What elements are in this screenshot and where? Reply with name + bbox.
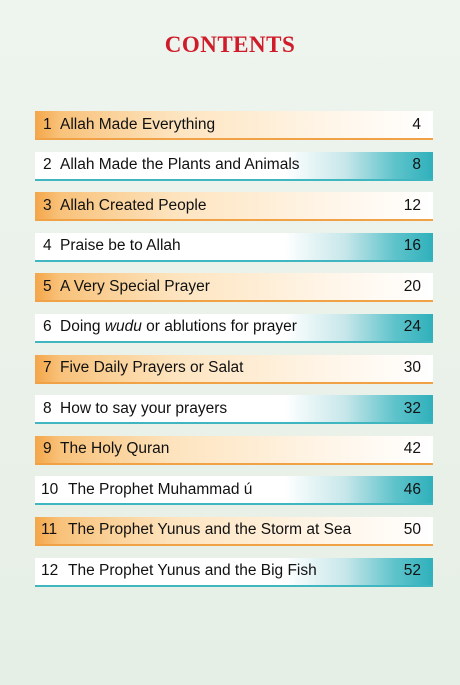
toc-entry-7[interactable] [35,355,433,384]
toc-entry-page: 8 [412,156,421,174]
toc-entry-title: The Prophet Yunus and the Big Fish [68,562,317,580]
toc-entry-number: 1 [43,115,52,133]
toc-entry-number: 6 [43,318,52,336]
toc-entry-page: 4 [412,115,421,133]
toc-entry-page: 32 [403,399,421,417]
toc-entry-10[interactable] [35,476,433,505]
toc-entry-page: 50 [403,521,421,539]
toc-entry-number: 4 [43,237,52,255]
toc-entry-4[interactable] [35,233,433,262]
toc-entry-page: 12 [403,196,421,214]
toc-entry-page: 52 [403,562,421,580]
toc-entry-title: A Very Special Prayer [60,277,210,295]
toc-entry-page: 46 [403,480,421,498]
toc-entry-number: 2 [43,156,52,174]
toc-entry-title-suffix: or ablutions for prayer [141,318,297,336]
page-title: CONTENTS [164,32,296,57]
toc-entry-number: 9 [43,440,52,458]
toc-entry-title-italic: wudu [104,318,142,336]
table-of-contents [35,111,433,598]
toc-entry-title: Allah Created People [60,196,207,214]
toc-entry-title-prefix: Doing [60,318,105,336]
toc-entry-8[interactable] [35,395,433,424]
toc-entry-number: 10 [41,480,59,498]
toc-entry-title: The Prophet Yunus and the Storm at Sea [68,521,352,539]
toc-entry-2[interactable] [35,152,433,181]
toc-entry-page: 16 [403,237,421,255]
toc-entry-5[interactable] [35,273,433,302]
toc-entry-page: 42 [403,440,421,458]
toc-entry-9[interactable] [35,436,433,465]
toc-entry-title: The Prophet Muhammad ú [68,480,253,498]
toc-entry-number: 12 [41,562,59,580]
toc-entry-number: 7 [43,359,52,377]
toc-entry-number: 3 [43,196,52,214]
toc-entry-title [60,318,381,336]
toc-entry-title: Allah Made Everything [60,115,216,133]
toc-entry-number: 5 [43,277,52,295]
toc-entry-number: 8 [43,399,52,417]
toc-entry-12[interactable] [35,558,433,587]
toc-entry-page: 20 [403,277,421,295]
toc-entry-number: 11 [41,521,58,539]
toc-entry-title: Allah Made the Plants and Animals [60,156,300,174]
toc-entry-page: 30 [403,359,421,377]
toc-entry-6[interactable] [35,314,433,343]
toc-entry-11[interactable] [35,517,433,546]
toc-entry-title: How to say your prayers [60,399,228,417]
toc-entry-1[interactable] [35,111,433,140]
toc-entry-page: 24 [403,318,421,336]
toc-entry-3[interactable] [35,192,433,221]
toc-entry-title: The Holy Quran [60,440,170,458]
toc-entry-title: Five Daily Prayers or Salat [60,359,244,377]
toc-entry-title: Praise be to Allah [60,237,181,255]
